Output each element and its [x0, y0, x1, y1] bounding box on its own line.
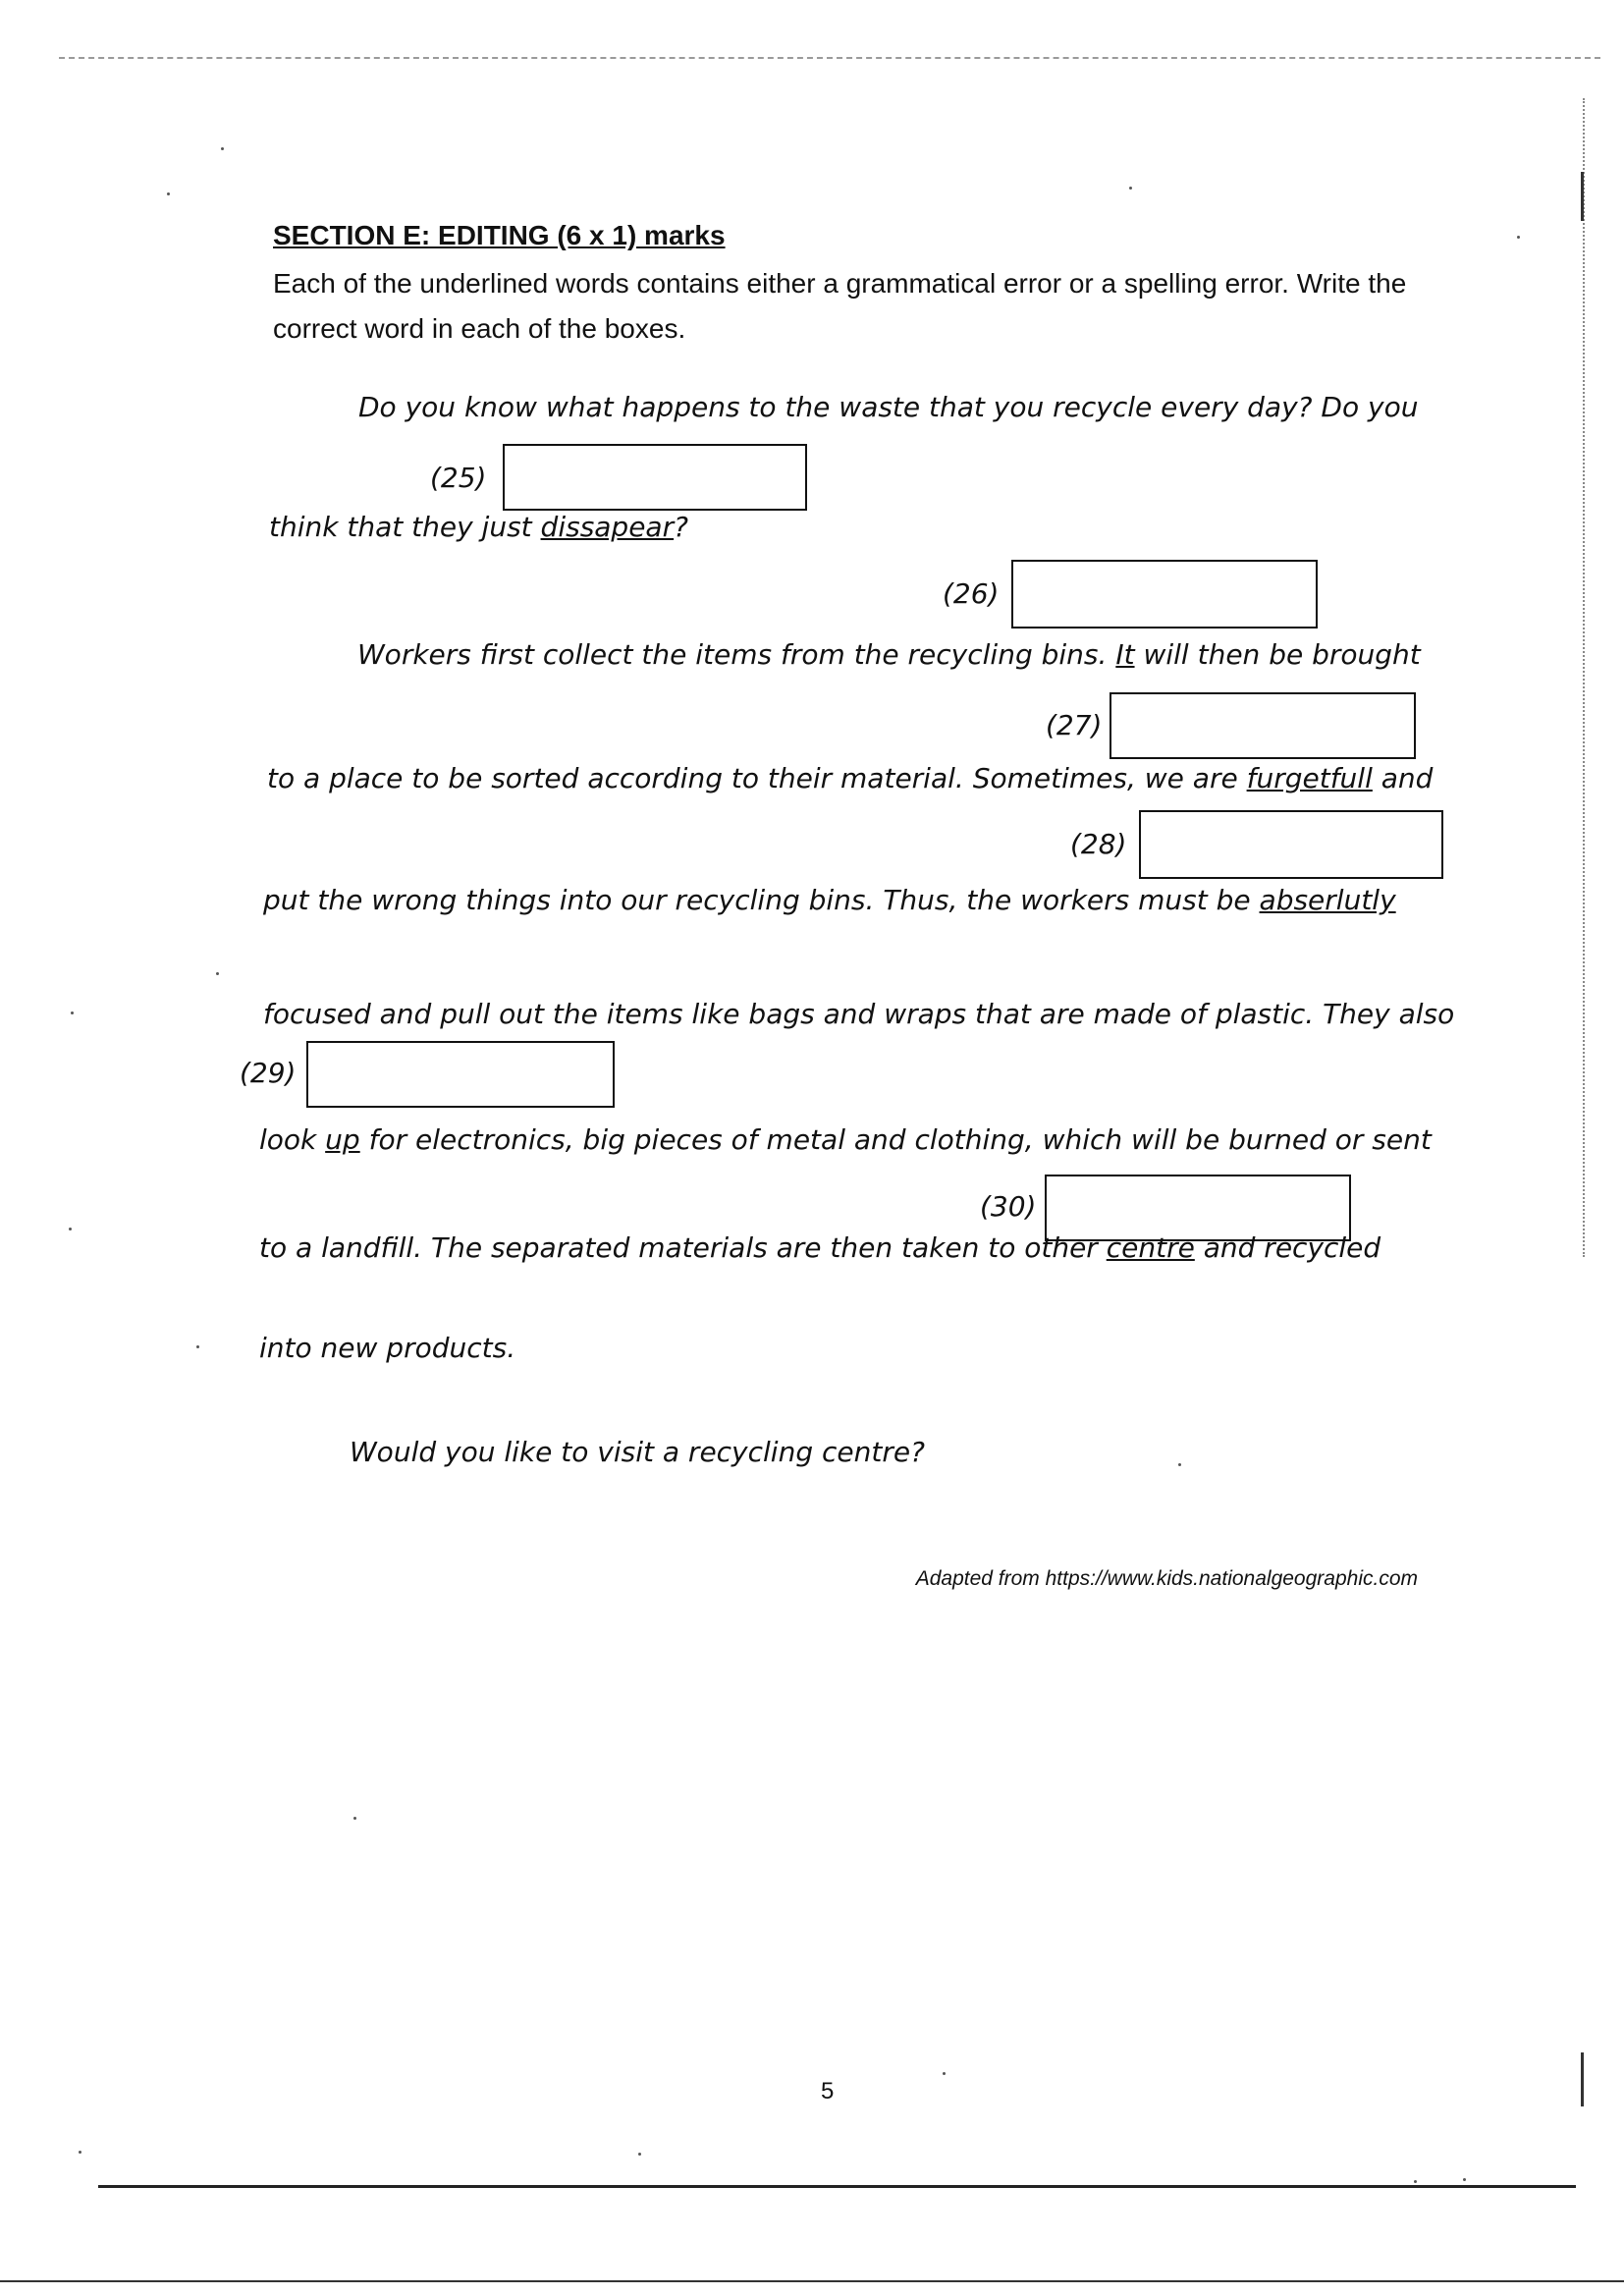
scan-speck — [167, 192, 170, 195]
page-edge-rule — [0, 2280, 1624, 2282]
error-word-26: It — [1115, 638, 1135, 671]
passage-line: Workers first collect the items from the recycling bins. It will then be brought — [357, 638, 1421, 671]
passage-line: to a place to be sorted according to their material. Sometimes, we are furgetfull and — [267, 762, 1434, 794]
instructions: Each of the underlined words contains either a grammatical error or a spelling error. Write the correct word in each of the boxes. — [273, 268, 1407, 344]
top-dashed-rule — [59, 57, 1600, 59]
source-citation: Adapted from https://www.kids.nationalgeographic.com — [915, 1567, 1418, 1590]
scan-speck — [1129, 187, 1132, 190]
scan-speck — [1178, 1463, 1181, 1466]
passage-line: Would you like to visit a recycling centre? — [350, 1436, 925, 1468]
error-word-27: furgetfull — [1246, 762, 1373, 794]
scan-speck — [353, 1817, 356, 1820]
question-number-26: (26) — [943, 577, 1000, 610]
question-number-29: (29) — [240, 1057, 297, 1089]
scan-speck — [79, 2151, 81, 2154]
passage-line: into new products. — [259, 1332, 516, 1364]
scan-speck — [69, 1228, 72, 1230]
passage-line: look up for electronics, big pieces of metal and clothing, which will be burned or sent — [259, 1123, 1432, 1156]
right-margin-tick — [1581, 172, 1584, 221]
question-number-25: (25) — [430, 462, 487, 494]
error-word-29: up — [325, 1123, 360, 1156]
bottom-rule — [98, 2185, 1576, 2188]
scan-speck — [1517, 236, 1520, 239]
scan-speck — [216, 972, 219, 975]
answer-box-28[interactable] — [1139, 810, 1443, 879]
passage-line: focused and pull out the items like bags and wraps that are made of plastic. They also — [263, 998, 1455, 1030]
scan-speck — [71, 1011, 74, 1014]
error-word-25: dissapear — [540, 511, 675, 543]
passage-line: put the wrong things into our recycling bins. Thus, the workers must be abserlutly — [263, 884, 1396, 916]
right-margin-tick — [1581, 2052, 1584, 2106]
answer-box-25[interactable] — [503, 444, 807, 511]
scan-speck — [1414, 2180, 1417, 2183]
question-number-27: (27) — [1046, 709, 1103, 741]
passage-line: think that they just dissapear? — [269, 511, 688, 543]
answer-box-29[interactable] — [306, 1041, 615, 1108]
passage-line: Do you know what happens to the waste that you recycle every day? Do you — [358, 391, 1419, 423]
scan-speck — [196, 1345, 199, 1348]
scan-speck — [943, 2072, 946, 2075]
error-word-28: abserlutly — [1259, 884, 1396, 916]
passage-line: to a landfill. The separated materials are then taken to other centre and recycled — [259, 1231, 1381, 1264]
answer-box-26[interactable] — [1011, 560, 1318, 629]
page-number: 5 — [821, 2078, 835, 2105]
scan-speck — [221, 147, 224, 150]
scan-speck — [638, 2153, 641, 2156]
scan-speck — [1463, 2178, 1466, 2181]
section-title: SECTION E: EDITING (6 x 1) marks — [273, 220, 726, 250]
question-number-30: (30) — [980, 1190, 1037, 1223]
answer-box-27[interactable] — [1110, 692, 1416, 759]
right-margin-edge — [1583, 98, 1585, 1257]
question-number-28: (28) — [1070, 828, 1127, 860]
error-word-30: centre — [1106, 1231, 1195, 1264]
